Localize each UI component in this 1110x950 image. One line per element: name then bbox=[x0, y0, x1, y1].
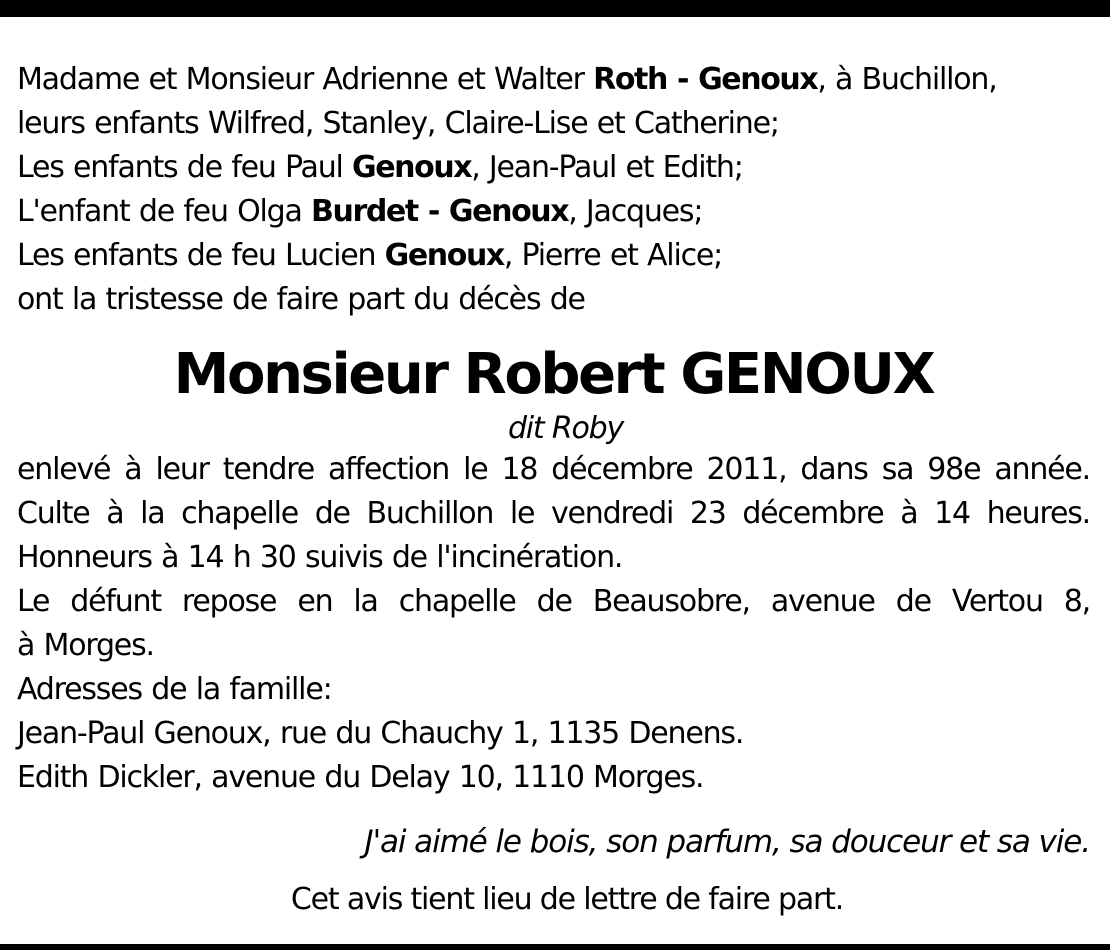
family-address: Edith Dickler, avenue du Delay 10, 1110 Morges. bbox=[17, 760, 704, 795]
family-address: Jean-Paul Genoux, rue du Chauchy 1, 1135 Denens. bbox=[17, 716, 744, 751]
deceased-alias: dit Roby bbox=[507, 411, 624, 446]
family-name: Burdet - Genoux bbox=[311, 194, 569, 229]
mourner-line: ont la tristesse de faire part du décès de bbox=[17, 282, 585, 317]
memorial-quote: J'ai aimé le bois, son parfum, sa douceur et sa vie. bbox=[364, 824, 1090, 860]
detail-line: Culte à la chapelle de Buchillon le vendredi 23 décembre à 14 heures. bbox=[17, 496, 1090, 531]
death-notice bbox=[17, 58, 1090, 922]
family-name: Roth - Genoux bbox=[593, 62, 818, 97]
service-details bbox=[17, 448, 1090, 800]
mourner-line: Les enfants de feu Lucien Genoux, Pierre et Alice; bbox=[17, 238, 723, 273]
mourner-line: L'enfant de feu Olga Burdet - Genoux, Jacques; bbox=[17, 194, 703, 229]
detail-line: enlevé à leur tendre affection le 18 décembre 2011, dans sa 98e année. bbox=[17, 452, 1090, 487]
detail-line: à Morges. bbox=[17, 628, 154, 663]
mourners-list bbox=[17, 58, 1090, 322]
deceased-name: Monsieur Robert GENOUX bbox=[173, 342, 934, 407]
family-name: Genoux bbox=[384, 238, 504, 273]
bottom-border-rule bbox=[0, 944, 1110, 950]
closing-note: Cet avis tient lieu de lettre de faire part. bbox=[290, 882, 844, 917]
detail-line: Adresses de la famille: bbox=[17, 672, 332, 707]
top-border-rule bbox=[0, 0, 1110, 17]
family-name: Genoux bbox=[351, 150, 472, 185]
mourner-line: Madame et Monsieur Adrienne et Walter Roth - Genoux, à Buchillon, bbox=[17, 62, 997, 97]
detail-line: Le défunt repose en la chapelle de Beausobre, avenue de Vertou 8, bbox=[17, 584, 1090, 619]
mourner-line: leurs enfants Wilfred, Stanley, Claire-Lise et Catherine; bbox=[17, 106, 779, 141]
mourner-line: Les enfants de feu Paul Genoux, Jean-Paul et Edith; bbox=[17, 150, 743, 185]
detail-line: Honneurs à 14 h 30 suivis de l'incinération. bbox=[17, 540, 623, 575]
